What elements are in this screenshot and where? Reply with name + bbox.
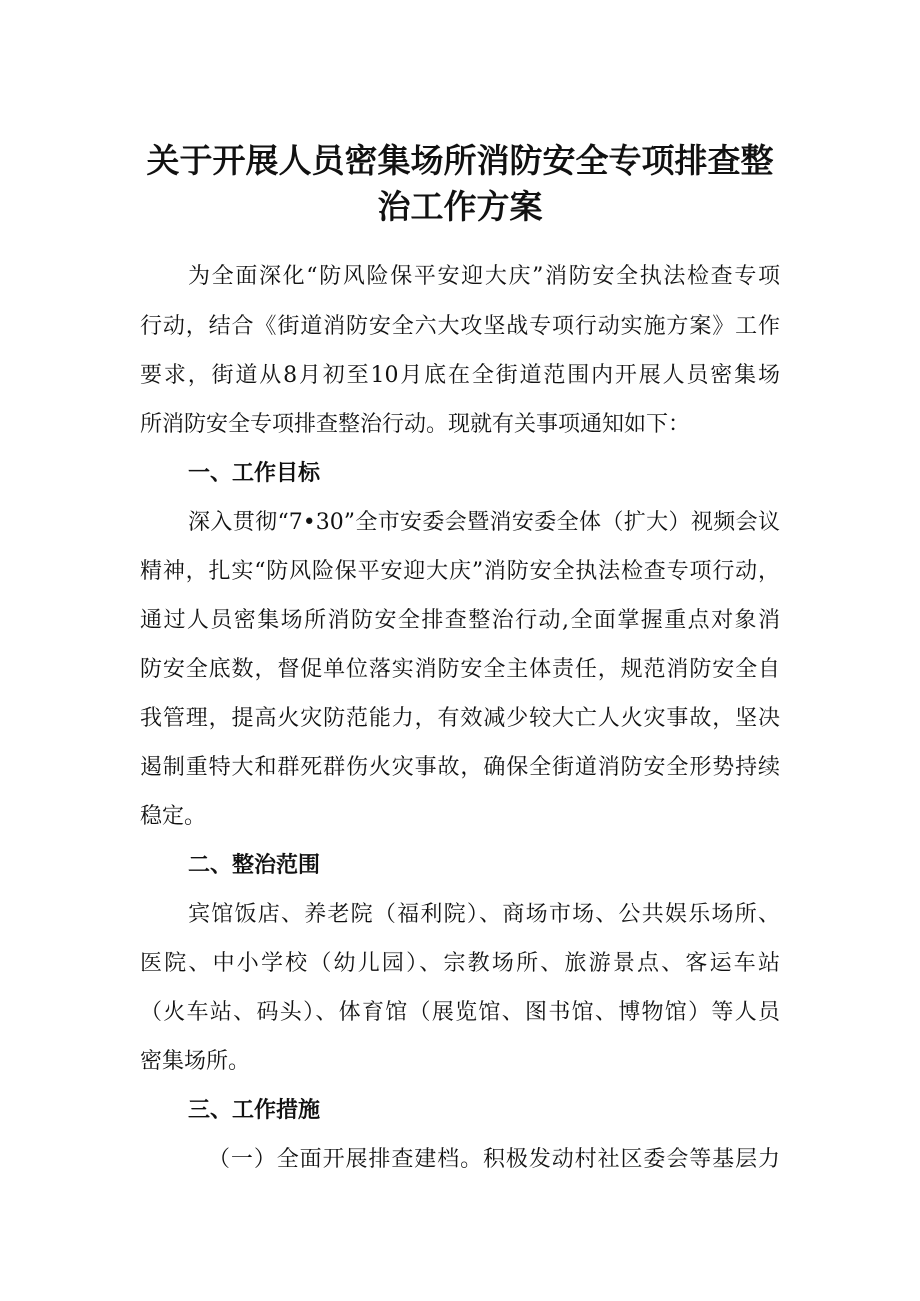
- section-2-line-3: （火车站、码头）、体育馆（展览馆、图书馆、博物馆）等人员: [140, 1000, 780, 1025]
- intro-line-3: 要求，街道从8月初至10月底在全街道范围内开展人员密集场: [140, 363, 780, 388]
- section-2-line-1: 宾馆饭店、养老院（福利院）、商场市场、公共娱乐场所、: [188, 902, 780, 927]
- section-1-heading: 一、工作目标: [188, 461, 321, 486]
- section-3-line-1: （一）全面开展排查建档。积极发动村社区委会等基层力: [208, 1147, 780, 1172]
- section-1-line-7: 稳定。: [140, 804, 207, 829]
- document-title-line-2: 治工作方案: [377, 187, 543, 226]
- section-2-line-2: 医院、中小学校（幼儿园）、宗教场所、旅游景点、客运车站: [140, 951, 780, 976]
- section-1-line-6: 遏制重特大和群死群伤火灾事故，确保全街道消防安全形势持续: [140, 755, 780, 780]
- section-1-line-4: 防安全底数，督促单位落实消防安全主体责任，规范消防安全自: [140, 657, 780, 682]
- section-2-line-4: 密集场所。: [140, 1049, 251, 1074]
- section-1-line-2: 精神，扎实“防风险保平安迎大庆”消防安全执法检查专项行动，: [140, 559, 780, 584]
- intro-line-2: 行动，结合《街道消防安全六大攻坚战专项行动实施方案》工作: [140, 314, 780, 339]
- intro-line-4: 所消防安全专项排查整治行动。现就有关事项通知如下：: [140, 412, 691, 437]
- section-1-line-3: 通过人员密集场所消防安全排查整治行动,全面掌握重点对象消: [140, 608, 780, 633]
- section-1-line-1: 深入贯彻“7•30”全市安委会暨消安委全体（扩大）视频会议: [188, 510, 780, 535]
- intro-line-1: 为全面深化“防风险保平安迎大庆”消防安全执法检查专项: [188, 264, 780, 289]
- section-2-heading: 二、整治范围: [188, 853, 321, 878]
- section-1-line-5: 我管理，提高火灾防范能力，有效减少较大亡人火灾事故，坚决: [140, 706, 780, 731]
- document-title-line-1: 关于开展人员密集场所消防安全专项排查整: [146, 141, 774, 180]
- section-3-heading: 三、工作措施: [188, 1098, 321, 1123]
